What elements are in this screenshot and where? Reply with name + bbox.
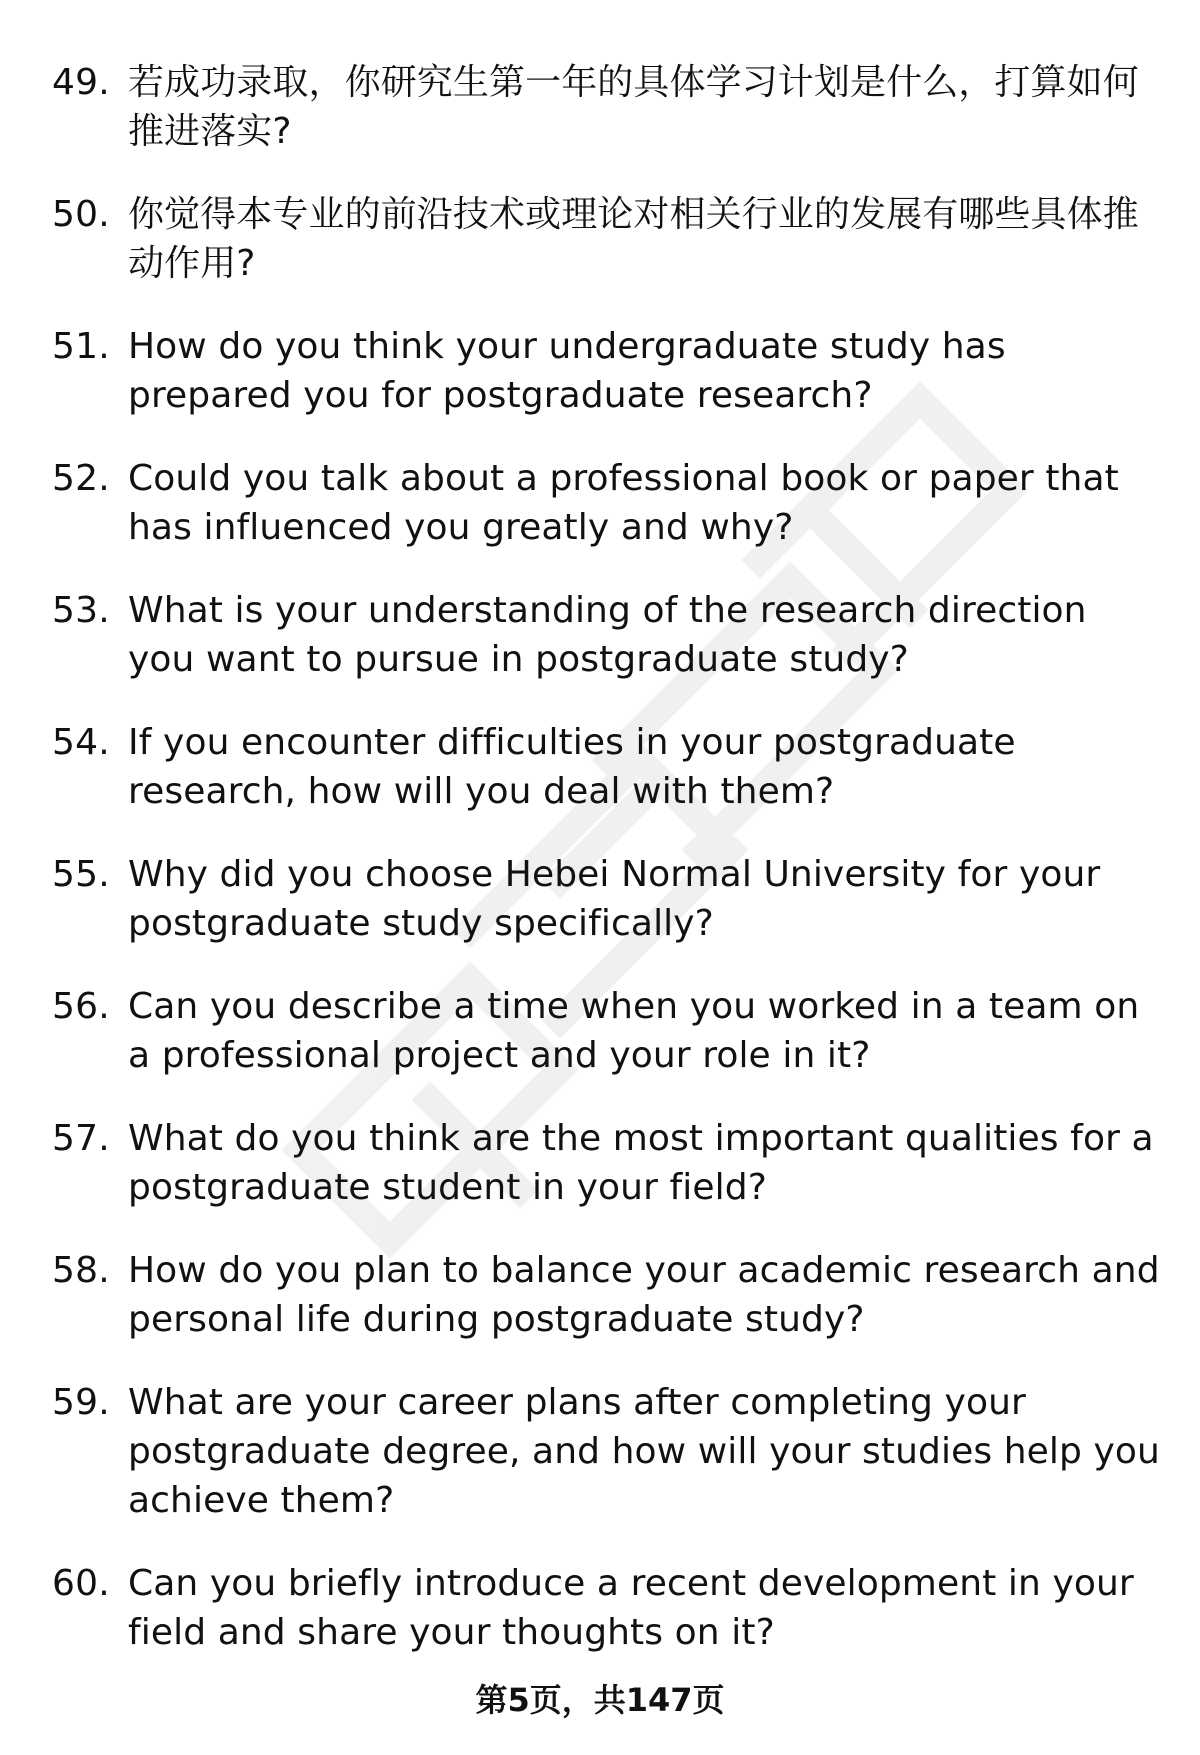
- question-number: 49.: [52, 62, 110, 103]
- question-item-50: [52, 190, 1162, 288]
- question-text: 若成功录取，你研究生第一年的具体学习计划是什么，打算如何推进落实?: [128, 62, 1139, 152]
- question-item-60: [52, 1559, 1162, 1657]
- question-list: [52, 58, 1162, 1691]
- question-text: How do you think your undergraduate study has prepared you for postgraduate research?: [128, 326, 1006, 416]
- question-number: 55.: [52, 854, 110, 895]
- question-text: Could you talk about a professional book or paper that has influenced you greatly and why?: [128, 458, 1119, 548]
- question-number: 57.: [52, 1118, 110, 1159]
- page-number-footer: 第5页，共147页: [475, 1681, 725, 1719]
- question-text: What is your understanding of the research direction you want to pursue in postgraduate study?: [128, 590, 1087, 680]
- question-number: 50.: [52, 194, 110, 235]
- question-item-49: [52, 58, 1162, 156]
- question-text: If you encounter difficulties in your postgraduate research, how will you deal with them?: [128, 722, 1016, 812]
- question-number: 60.: [52, 1563, 110, 1604]
- question-number: 54.: [52, 722, 110, 763]
- question-text: Why did you choose Hebei Normal University for your postgraduate study specifically?: [128, 854, 1101, 944]
- question-number: 59.: [52, 1382, 110, 1423]
- question-item-52: [52, 454, 1162, 552]
- question-number: 53.: [52, 590, 110, 631]
- question-item-58: [52, 1246, 1162, 1344]
- question-text: How do you plan to balance your academic research and personal life during postgraduate study?: [128, 1250, 1160, 1340]
- question-item-59: [52, 1378, 1162, 1525]
- question-item-55: [52, 850, 1162, 948]
- question-item-53: [52, 586, 1162, 684]
- question-text: Can you describe a time when you worked in a team on a professional project and your role in it?: [128, 986, 1140, 1076]
- question-item-57: [52, 1114, 1162, 1212]
- question-number: 52.: [52, 458, 110, 499]
- question-item-54: [52, 718, 1162, 816]
- question-text: Can you briefly introduce a recent development in your field and share your thoughts on it?: [128, 1563, 1134, 1653]
- question-number: 56.: [52, 986, 110, 1027]
- question-text: 你觉得本专业的前沿技术或理论对相关行业的发展有哪些具体推动作用?: [128, 194, 1139, 284]
- question-text: What do you think are the most important qualities for a postgraduate student in your field?: [128, 1118, 1154, 1208]
- question-number: 58.: [52, 1250, 110, 1291]
- question-item-51: [52, 322, 1162, 420]
- question-text: What are your career plans after completing your postgraduate degree, and how will your studies help you achieve them?: [128, 1382, 1160, 1521]
- question-item-56: [52, 982, 1162, 1080]
- question-number: 51.: [52, 326, 110, 367]
